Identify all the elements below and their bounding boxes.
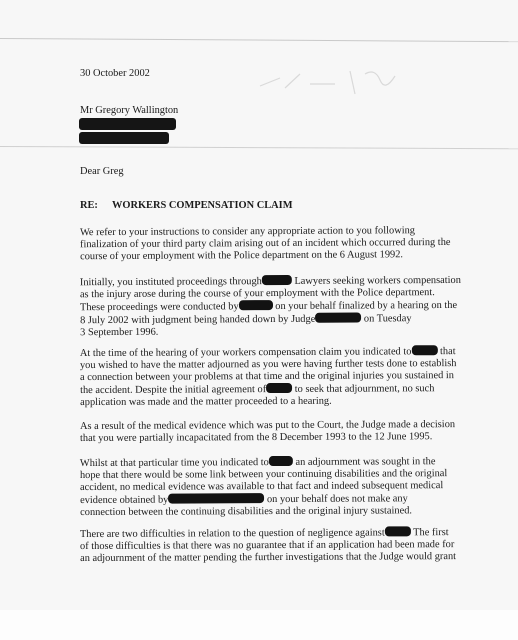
- paragraph-line: 8 July 2002 with judgment being handed down by Judge on Tuesday: [80, 313, 412, 327]
- page-fold-line: [0, 146, 518, 149]
- redaction-bar: [315, 313, 361, 323]
- paragraph-line: hope that there would be some link between your continuing disabilities and the original: [79, 468, 448, 482]
- paragraph-line: connection between the continuing disabilities and the original injury sustained.: [80, 505, 413, 519]
- paragraph-hearing: [80, 345, 480, 409]
- paragraph-line: We refer to your instructions to consider any appropriate action to you following: [79, 225, 416, 239]
- paragraph-medical-evidence: [80, 419, 480, 445]
- paragraph-line: finalization of your third party claim arising out of an incident which occurred during the: [79, 236, 451, 251]
- paragraph-line: At the time of the hearing of your workers compensation claim you indicated to that: [79, 346, 456, 360]
- paragraph-line: a connection between your problems at that time and the original injuries you sustained in: [79, 370, 454, 384]
- paragraph-line: accident, no medical evidence was available to that fact and indeed subsequent medical: [79, 480, 444, 494]
- paragraph-line: These proceedings were conducted by on your behalf finalized by a hearing on the: [79, 299, 458, 314]
- paragraph-negligence: [80, 526, 480, 565]
- page-bottom-edge: [0, 610, 518, 640]
- redacted-address-line-2: [79, 132, 169, 144]
- redaction-bar: [266, 383, 292, 393]
- redaction-bar: [269, 456, 293, 466]
- paragraph-proceedings: [80, 274, 480, 339]
- paragraph-line: as the injury arose during the course of your employment with the Police department.: [79, 287, 435, 301]
- paragraph-instructions: [80, 225, 480, 263]
- redaction-bar: [385, 526, 411, 536]
- redaction-bar: [411, 345, 437, 355]
- paragraph-line: that you were partially incapacitated from the 8 December 1993 to the 12 June 1995.: [80, 431, 433, 445]
- subject-title: WORKERS COMPENSATION CLAIM: [112, 200, 293, 211]
- show-through-marks: [255, 66, 405, 96]
- paragraph-line: As a result of the medical evidence which was put to the Court, the Judge made a decision: [79, 419, 456, 433]
- page-top-edge: [0, 38, 518, 42]
- paragraph-line: Whilst at that particular time you indicated to an adjournment was sought in the: [79, 456, 436, 470]
- paragraph-line: Initially, you instituted proceedings through Lawyers seeking workers compensation: [79, 274, 461, 289]
- paragraph-adjournment: [80, 455, 480, 519]
- paragraph-line: 3 September 1996.: [80, 326, 159, 339]
- salutation: Dear Greg: [80, 166, 124, 177]
- paragraph-line: the accident. Despite the initial agreement of to seek that adjournment, no such: [80, 383, 435, 397]
- paragraph-line: evidence obtained by on your behalf does not make any: [80, 493, 408, 507]
- paragraph-line: course of your employment with the Police department on the 6 August 1992.: [80, 249, 404, 263]
- paragraph-line: application was made and the matter proceeded to a hearing.: [80, 395, 332, 409]
- paragraph-line: There are two difficulties in relation to the question of negligence against The first: [79, 527, 449, 541]
- redaction-bar: [168, 493, 264, 504]
- subject-label: RE:: [80, 200, 98, 211]
- redaction-bar: [239, 300, 273, 310]
- paragraph-line: an adjournment of the matter pending the further investigations that the Judge would grant: [80, 551, 457, 565]
- addressee-name: Mr Gregory Wallington: [80, 105, 179, 116]
- paragraph-line: you wished to have the matter adjourned as you were having further tests done to establish: [79, 358, 457, 372]
- paragraph-line: of those difficulties is that there was no guarantee that if an application had been made for: [79, 539, 455, 553]
- redacted-address-line-1: [79, 118, 176, 130]
- redaction-bar: [262, 275, 292, 285]
- letter-date: 30 October 2002: [80, 68, 150, 79]
